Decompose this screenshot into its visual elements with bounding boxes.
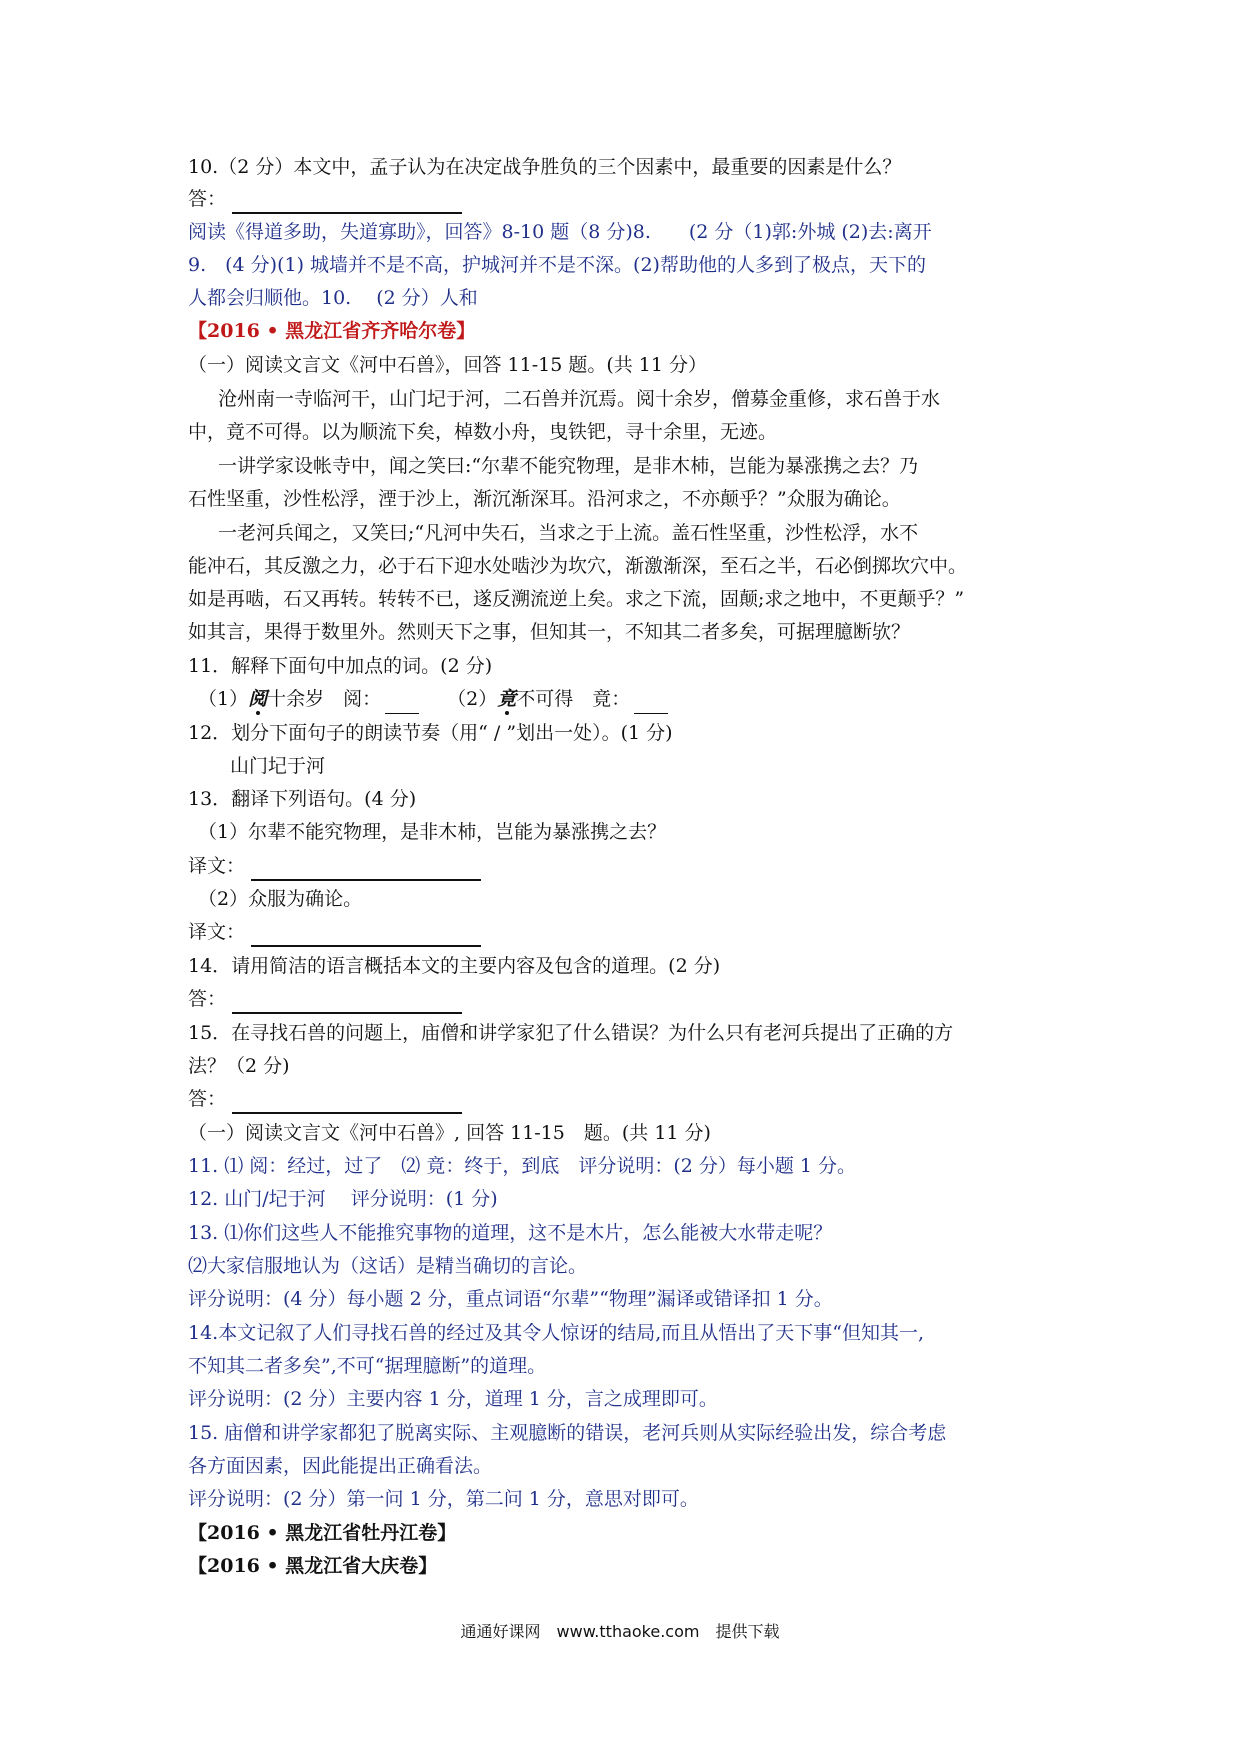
section-header-daqing: 【2016 • 黑龙江省大庆卷】 [188,1555,438,1577]
question-12-sentence: 山门圮于河 [230,755,326,777]
section-header-mudanjiang: 【2016 • 黑龙江省牡丹江卷】 [188,1522,457,1544]
q11-dotted-word-1: 阅 [248,688,268,710]
answer-key-13-scoring: 评分说明：(4 分）每小题 2 分，重点词语“尔辈”“物理”漏译或错译扣 1 分。 [188,1288,833,1310]
translation-label: 译文： [188,921,246,943]
answer-label: 答： [188,1088,227,1110]
passage-p3-line1: 一老河兵闻之，又笑曰;“凡河中失石，当求之于上流。盖石性坚重，沙性松浮，水不 [218,522,919,544]
translation-line-2 [188,917,481,947]
answer-blank [232,990,462,1014]
question-15-line2: 法？（2 分) [188,1055,290,1077]
question-14: 14．请用简洁的语言概括本文的主要内容及包含的道理。(2 分) [188,955,721,977]
answer-line-14 [188,984,462,1014]
passage-p1-line1: 沧州南一寺临河干，山门圮于河，二石兽并沉焉。阅十余岁，僧募金重修，求石兽于水 [218,388,941,410]
passage-p2-line1: 一讲学家设帐寺中，闻之笑曰:“尔辈不能究物理，是非木杮，岂能为暴涨携之去？乃 [218,455,919,477]
q11-item2-text: 不可得 竟： [516,688,631,710]
translation-blank-2 [251,923,481,947]
answer-key-8-10-line1: 阅读《得道多助，失道寡助》，回答》8-10 题（8 分)8. (2 分（1)郭:外城 (2)去:离开 [188,221,932,243]
passage-p2-line2: 石性坚重，沙性松浮，湮于沙上，渐沉渐深耳。沿河求之，不亦颠乎？”众服为确论。 [188,488,901,510]
translation-label: 译文： [188,855,246,877]
q11-blank-1 [385,691,419,714]
q11-item1-text: 十余岁 阅： [267,688,382,710]
answer-line-15 [188,1084,462,1114]
translation-line-1 [188,851,481,881]
answer-key-intro: （一）阅读文言文《河中石兽》, 回答 11-15 题。(共 11 分) [188,1122,711,1144]
question-13-item2: （2）众服为确论。 [198,888,363,910]
question-10: 10.（2 分）本文中，孟子认为在决定战争胜负的三个因素中，最重要的因素是什么？ [188,156,902,178]
question-13: 13．翻译下列语句。(4 分) [188,788,417,810]
answer-blank [232,190,462,214]
answer-key-8-10-line2: 9. (4 分)(1) 城墙并不是不高，护城河并不是不深。(2)帮助他的人多到了极点，天下的 [188,254,926,276]
answer-key-14-line1: 14.本文记叙了人们寻找石兽的经过及其令人惊讶的结局,而且从悟出了天下事“但知其一, [188,1322,925,1344]
q11-blank-2 [634,691,668,714]
answer-key-14-scoring: 评分说明：(2 分）主要内容 1 分，道理 1 分，言之成理即可。 [188,1388,718,1410]
page-footer: 通通好课网 www.tthaoke.com 提供下载 [460,1622,780,1641]
q11-dotted-word-2: 竟 [497,688,517,710]
answer-key-13-line1: 13. ⑴你们这些人不能推究事物的道理，这不是木片，怎么能被大水带走呢？ [188,1222,833,1244]
question-11-items [198,684,668,714]
answer-key-14-line2: 不知其二者多矣”,不可“据理臆断”的道理。 [188,1355,547,1377]
passage-p1-line2: 中，竟不可得。以为顺流下矣，棹数小舟，曳铁钯，寻十余里，无迹。 [188,421,778,443]
answer-blank [232,1090,462,1114]
reading-intro: （一）阅读文言文《河中石兽》，回答 11-15 题。(共 11 分） [188,354,708,376]
passage-p3-line4: 如其言，果得于数里外。然则天下之事，但知其一，不知其二者多矣，可据理臆断欤？ [188,621,911,643]
q11-item1-num: （1） [198,688,249,710]
question-13-item1: （1）尔辈不能究物理，是非木杮，岂能为暴涨携之去？ [198,821,667,843]
answer-key-12: 12. 山门/圮于河 评分说明：(1 分) [188,1188,498,1210]
answer-key-15-scoring: 评分说明：(2 分）第一问 1 分，第二问 1 分，意思对即可。 [188,1488,699,1510]
answer-label: 答： [188,988,227,1010]
answer-key-11: 11. ⑴ 阅：经过，过了 ⑵ 竟：终于，到底 评分说明：(2 分）每小题 1 分。 [188,1155,857,1177]
answer-key-15-line1: 15. 庙僧和讲学家都犯了脱离实际、主观臆断的错误，老河兵则从实际经验出发，综合考虑 [188,1422,947,1444]
passage-p3-line2: 能冲石，其反激之力，必于石下迎水处啮沙为坎穴，渐激渐深，至石之半，石必倒掷坎穴中。 [188,555,968,577]
answer-line-10 [188,184,462,214]
answer-key-15-line2: 各方面因素，因此能提出正确看法。 [188,1455,493,1477]
question-15-line1: 15．在寻找石兽的问题上，庙僧和讲学家犯了什么错误？为什么只有老河兵提出了正确的方 [188,1022,954,1044]
translation-blank-1 [251,857,481,881]
passage-p3-line3: 如是再啮，石又再转。转转不已，遂反溯流逆上矣。求之下流，固颠;求之地中，不更颠乎？” [188,588,965,610]
q11-item2-num: （2） [447,688,498,710]
answer-key-13-line2: ⑵大家信服地认为（这话）是精当确切的言论。 [188,1255,588,1277]
question-12: 12．划分下面句子的朗读节奏（用“ / ”划出一处）。(1 分) [188,722,673,744]
answer-key-8-10-line3: 人都会归顺他。10. (2 分）人和 [188,287,478,309]
question-11: 11．解释下面句中加点的词。(2 分) [188,655,493,677]
section-header-qiqihar: 【2016 • 黑龙江省齐齐哈尔卷】 [188,320,476,342]
answer-label: 答： [188,188,227,210]
